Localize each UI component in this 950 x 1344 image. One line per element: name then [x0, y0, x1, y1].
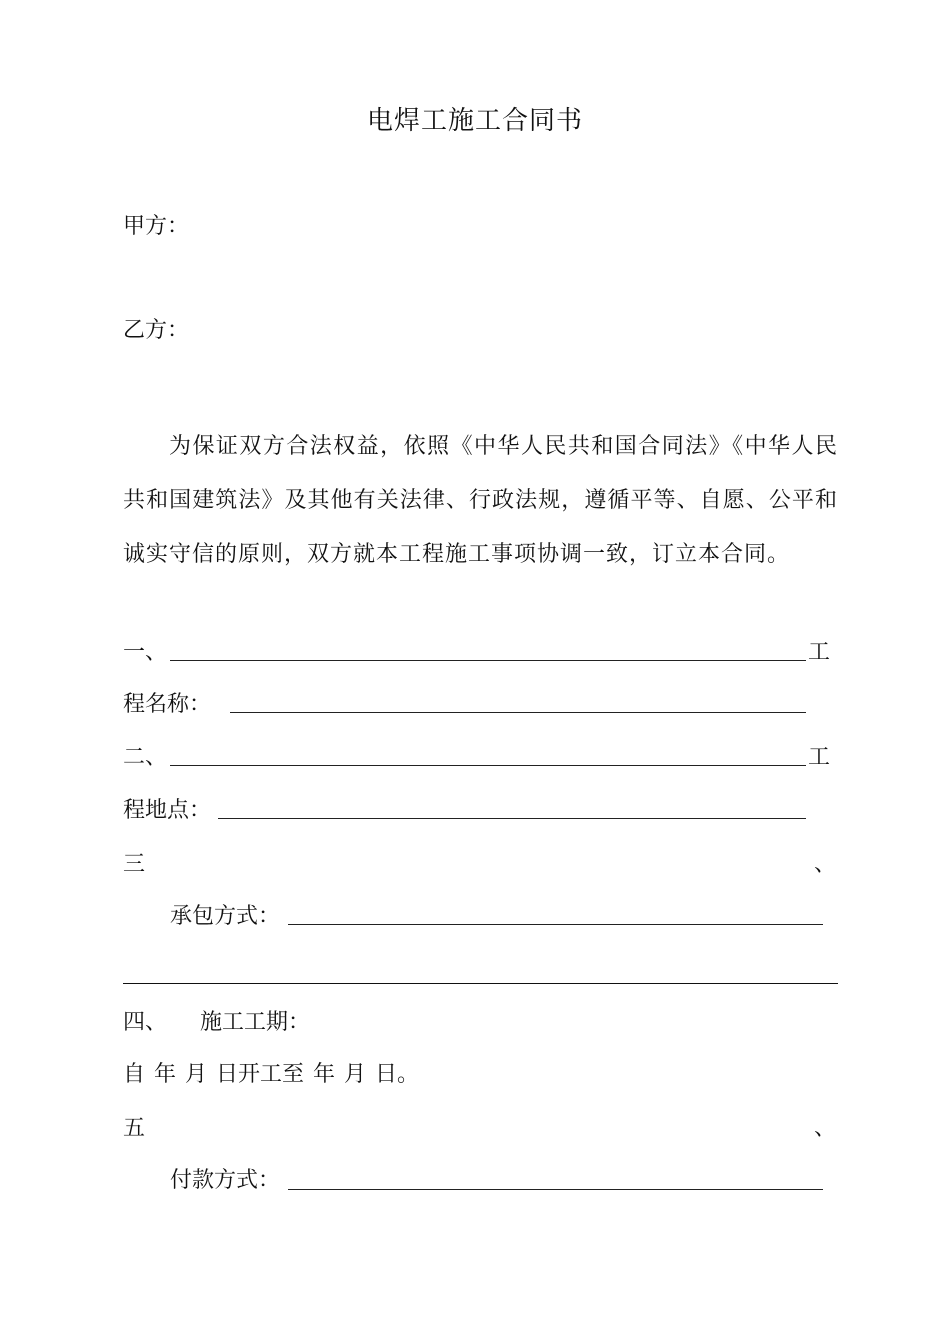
- item3-tail: 、: [814, 852, 837, 877]
- payment-method-blank-line: [288, 1189, 823, 1190]
- item5-tail: 、: [814, 1116, 837, 1141]
- item2-number: 二、: [123, 745, 168, 770]
- item2-tail: 工: [808, 745, 831, 770]
- item2-blank-line: [170, 765, 806, 766]
- contract-method-blank-line: [288, 924, 823, 925]
- project-name-blank-line: [230, 712, 806, 713]
- item3-label: 承包方式：: [170, 904, 281, 929]
- item5-number: 五: [123, 1116, 146, 1141]
- item4-heading: 四、 施工工期：: [123, 1010, 311, 1035]
- item1-number: 一、: [123, 640, 168, 665]
- item5-label: 付款方式：: [170, 1168, 281, 1193]
- project-location-blank-line: [218, 818, 806, 819]
- item1-tail: 工: [808, 640, 831, 665]
- intro-paragraph: 为保证双方合法权益，依照《中华人民共和国合同法》《中华人民共和国建筑法》及其他有关法律、行政法规，遵循平等、自愿、公平和诚实守信的原则，双方就本工程施工事项协调一致，订立本合同。: [123, 434, 838, 567]
- party-a-label: 甲方：: [123, 214, 190, 239]
- item1-blank-line: [170, 660, 806, 661]
- document-title: 电焊工施工合同书: [366, 106, 583, 136]
- party-b-label: 乙方：: [123, 318, 190, 343]
- item2-label: 程地点：: [123, 798, 212, 823]
- separator-line: [123, 983, 838, 984]
- item1-label: 程名称：: [123, 692, 212, 717]
- item4-period: 自 年 月 日开工至 年 月 日。: [123, 1062, 419, 1087]
- item3-number: 三: [123, 852, 146, 877]
